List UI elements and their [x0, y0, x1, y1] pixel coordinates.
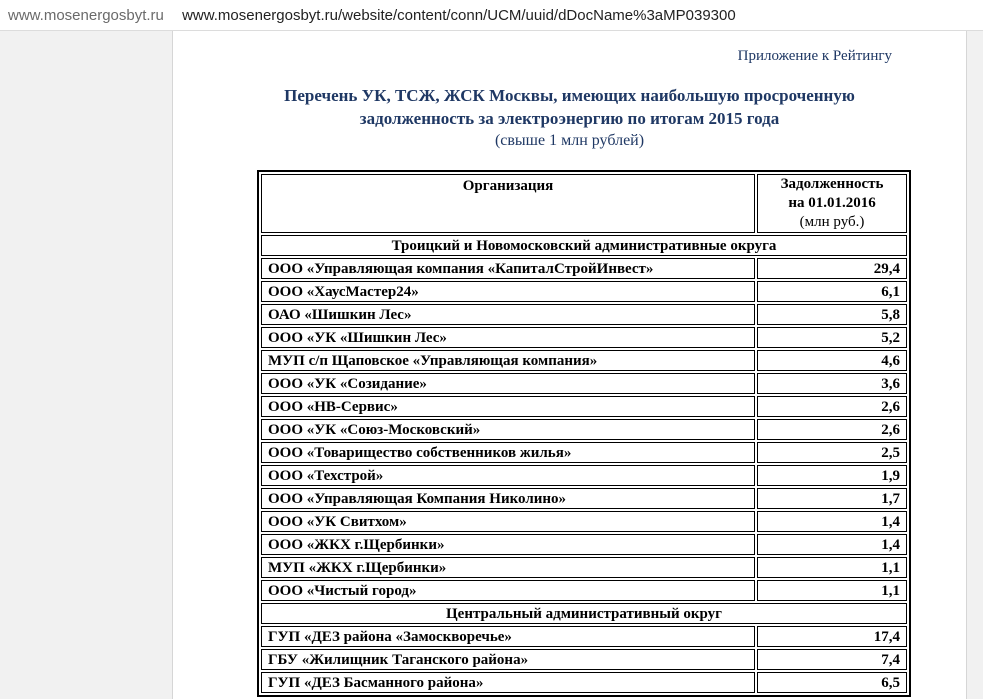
address-bar[interactable] — [0, 0, 983, 31]
document-subtitle: (свыше 1 млн рублей) — [494, 132, 645, 149]
org-name: ГБУ «Жилищник Таганского района» — [261, 649, 755, 670]
table-row — [261, 557, 907, 578]
debt-value: 6,5 — [757, 672, 907, 693]
address-bar-domain: www.mosenergosbyt.ru — [8, 7, 164, 24]
org-name: ООО «УК Свитхом» — [261, 511, 755, 532]
district-row — [261, 235, 907, 256]
org-name: ООО «Товарищество собственников жилья» — [261, 442, 755, 463]
debt-value: 6,1 — [757, 281, 907, 302]
table-row — [261, 672, 907, 693]
org-name: МУП с/п Щаповское «Управляющая компания» — [261, 350, 755, 371]
table-row — [261, 580, 907, 601]
org-name: ГУП «ДЕЗ Басманного района» — [261, 672, 755, 693]
table-row — [261, 649, 907, 670]
debt-value: 1,4 — [757, 534, 907, 555]
debt-table — [257, 170, 911, 697]
debt-value: 1,1 — [757, 557, 907, 578]
debt-value: 7,4 — [757, 649, 907, 670]
table-row — [261, 327, 907, 348]
org-name: ООО «ХаусМастер24» — [261, 281, 755, 302]
debt-value: 2,5 — [757, 442, 907, 463]
table-row — [261, 626, 907, 647]
table-row — [261, 373, 907, 394]
table-row — [261, 304, 907, 325]
org-name: ООО «НВ-Сервис» — [261, 396, 755, 417]
header-debt-line2: на 01.01.2016 — [788, 195, 876, 211]
org-name: ООО «Управляющая компания «КапиталСтройИнвест» — [261, 258, 755, 279]
table-row — [261, 488, 907, 509]
document-title-line2: задолженность за электроэнергию по итогам 2015 года — [359, 109, 780, 128]
debt-value: 2,6 — [757, 396, 907, 417]
debt-value: 5,2 — [757, 327, 907, 348]
district-row — [261, 603, 907, 624]
table-row — [261, 465, 907, 486]
debt-value: 2,6 — [757, 419, 907, 440]
debt-value: 17,4 — [757, 626, 907, 647]
org-name: ОАО «Шишкин Лес» — [261, 304, 755, 325]
org-name: ООО «ЖКХ г.Щербинки» — [261, 534, 755, 555]
table-row — [261, 442, 907, 463]
debt-value: 1,4 — [757, 511, 907, 532]
debt-value: 1,1 — [757, 580, 907, 601]
table-row — [261, 511, 907, 532]
header-debt — [757, 174, 907, 233]
org-name: МУП «ЖКХ г.Щербинки» — [261, 557, 755, 578]
table-row — [261, 534, 907, 555]
debt-value: 1,9 — [757, 465, 907, 486]
document-page — [172, 31, 967, 699]
table-row — [261, 419, 907, 440]
district-heading: Троицкий и Новомосковский административные округа — [261, 235, 907, 256]
org-name: ООО «Управляющая Компания Николино» — [261, 488, 755, 509]
header-organization: Организация — [261, 174, 755, 233]
org-name: ООО «Чистый город» — [261, 580, 755, 601]
address-bar-url[interactable]: www.mosenergosbyt.ru/website/content/conn/UCM/uuid/dDocName%3aMP039300 — [182, 7, 736, 24]
table-row — [261, 350, 907, 371]
table-row — [261, 281, 907, 302]
appendix-note: Приложение к Рейтингу — [737, 48, 892, 64]
district-heading: Центральный административный округ — [261, 603, 907, 624]
header-debt-line1: Задолженность — [780, 176, 884, 192]
debt-value: 3,6 — [757, 373, 907, 394]
table-row — [261, 258, 907, 279]
document-title-line1: Перечень УК, ТСЖ, ЖСК Москвы, имеющих наибольшую просроченную — [284, 86, 855, 105]
table-row — [261, 396, 907, 417]
org-name: ГУП «ДЕЗ района «Замоскворечье» — [261, 626, 755, 647]
org-name: ООО «УК «Союз-Московский» — [261, 419, 755, 440]
debt-value: 29,4 — [757, 258, 907, 279]
table-header-row — [261, 174, 907, 233]
debt-value: 5,8 — [757, 304, 907, 325]
debt-value: 1,7 — [757, 488, 907, 509]
org-name: ООО «УК «Шишкин Лес» — [261, 327, 755, 348]
org-name: ООО «УК «Созидание» — [261, 373, 755, 394]
header-debt-line3: (млн руб.) — [799, 214, 865, 230]
debt-value: 4,6 — [757, 350, 907, 371]
org-name: ООО «Техстрой» — [261, 465, 755, 486]
